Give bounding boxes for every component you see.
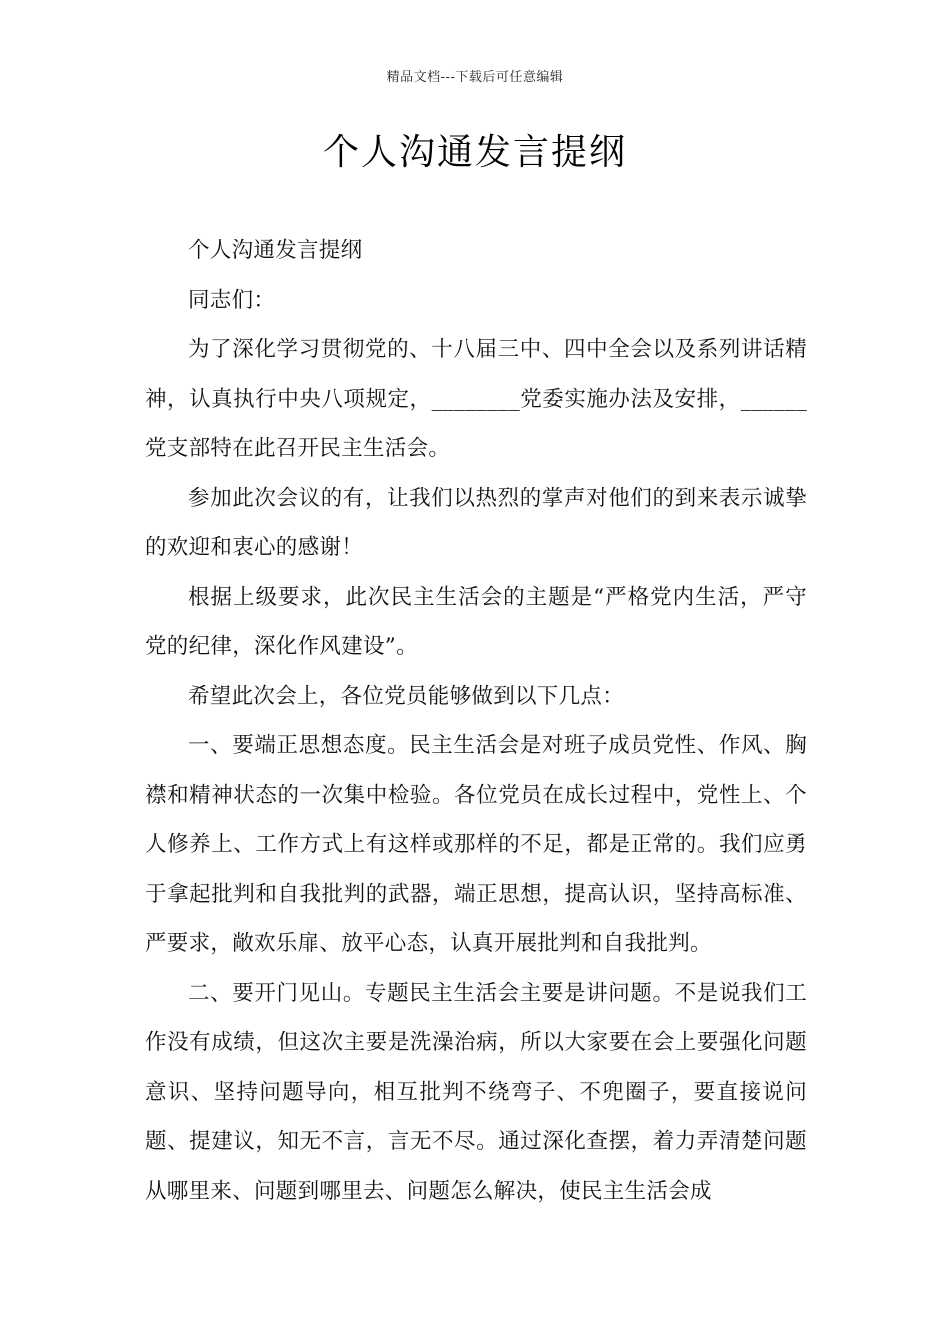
paragraph-welcome: 参加此次会议的有，让我们以热烈的掌声对他们的到来表示诚挚的欢迎和衷心的感谢！ xyxy=(145,485,807,560)
paragraph-point-one: 一、要端正思想态度。民主生活会是对班子成员党性、作风、胸襟和精神状态的一次集中检验。各位党员在成长过程中，党性上、个人修养上、工作方式上有这样或那样的不足，都是正常的。我们应勇于拿起批判和自我批判的武器，端正思想，提高认识，坚持高标准、严要求，敞欢乐扉、放平心态，认真开展批判和自我批判。 xyxy=(145,733,807,956)
paragraph-subtitle: 个人沟通发言提纲 xyxy=(188,238,363,263)
paragraph-intro: 为了深化学习贯彻党的、十八届三中、四中全会以及系列讲话精神，认真执行中央八项规定，________党委实施办法及安排，______党支部特在此召开民主生活会。 xyxy=(145,337,807,461)
paragraph-salutation: 同志们： xyxy=(188,287,276,313)
paragraph-theme: 根据上级要求，此次民主生活会的主题是“严格党内生活，严守党的纪律，深化作风建设”。 xyxy=(145,584,807,659)
header-note: 精品文档---下载后可任意编辑 xyxy=(386,70,564,85)
document-title: 个人沟通发言提纲 xyxy=(322,132,627,173)
document-body xyxy=(145,226,807,1216)
paragraph-point-two: 二、要开门见山。专题民主生活会主要是讲问题。不是说我们工作没有成绩，但这次主要是洗澡治病，所以大家要在会上要强化问题意识、坚持问题导向，相互批判不绕弯子、不兜圈子，要直接说问题、提建议，知无不言，言无不尽。通过深化查摆，着力弄清楚问题从哪里来、问题到哪里去、问题怎么解决，使民主生活会成 xyxy=(145,980,807,1204)
paragraph-expectations: 希望此次会上，各位党员能够做到以下几点： xyxy=(188,683,625,709)
